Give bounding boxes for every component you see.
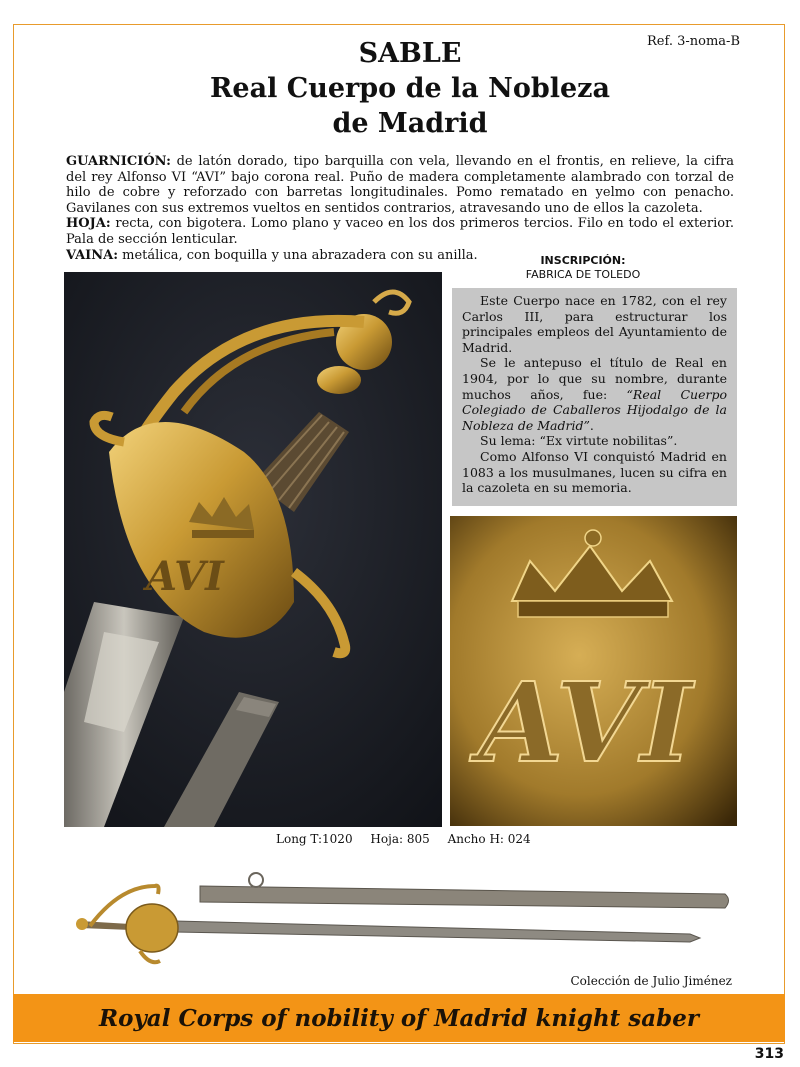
history-box bbox=[452, 288, 737, 506]
dimensions bbox=[276, 832, 545, 846]
dimension-blade: Hoja: 805 bbox=[370, 832, 430, 846]
history-paragraph-3: Su lema: “Ex virtute nobilitas”. bbox=[480, 433, 678, 449]
hilt-photo bbox=[64, 272, 442, 827]
history-p2-italic: “Real Cuerpo Colegiado de Caballeros Hijodalgo de la Nobleza de Madrid” bbox=[462, 386, 727, 433]
dimension-width: Ancho H: 024 bbox=[447, 832, 531, 846]
history-paragraph-2 bbox=[462, 355, 727, 433]
title-line-1: SABLE bbox=[358, 38, 462, 69]
title-line-3: de Madrid bbox=[332, 108, 488, 139]
history-paragraph-4: Como Alfonso VI conquistó Madrid en 1083 a los musulmanes, lucen su cifra en la cazoleta en su memoria. bbox=[462, 448, 727, 496]
history-p2-start: Se le antepuso el título de Real en 1904, por lo que su nombre, durante muchos años, fue: bbox=[462, 355, 727, 402]
detail-cipher-glyph: AVI bbox=[478, 658, 693, 787]
english-title-banner bbox=[13, 994, 785, 1042]
history-p2-end: . bbox=[589, 417, 594, 433]
page-number: 313 bbox=[754, 1046, 784, 1062]
guarnicion-paragraph bbox=[66, 154, 734, 216]
inscription-text: FABRICA DE TOLEDO bbox=[525, 268, 641, 281]
collection-credit: Colección de Julio Jiménez bbox=[570, 974, 732, 988]
guarnicion-label: GUARNICIÓN: bbox=[66, 154, 171, 169]
title-line-2: Real Cuerpo de la Nobleza bbox=[209, 73, 611, 104]
cipher-detail-photo bbox=[450, 516, 737, 826]
dimension-length: Long T:1020 bbox=[276, 832, 353, 846]
full-saber-photo bbox=[70, 866, 740, 978]
reference-code: Ref. 3-noma-B bbox=[647, 34, 740, 49]
history-paragraph-1: Este Cuerpo nace en 1782, con el rey Carlos III, para estructurar los principales empleos del Ayuntamiento de Madrid. bbox=[462, 293, 727, 355]
inscription-label: INSCRIPCIÓN: bbox=[540, 254, 626, 267]
guarnicion-text: de latón dorado, tipo barquilla con vela, llevando en el frontis, en relieve, la cifra del rey Alfonso VI “AVI” bajo corona real. Puño de madera completamente alambrado con torzal de hilo de cobre y reforzado con barretas longitudinales. Pomo rematado en yelmo con penacho. Gavilanes con sus extremos vueltos en sentidos contrarios, atravesando uno de ellos la cazoleta. bbox=[66, 154, 734, 216]
hoja-paragraph bbox=[66, 216, 734, 247]
description bbox=[66, 154, 734, 263]
hoja-label: HOJA: bbox=[66, 216, 111, 232]
cipher-glyph: AVI bbox=[146, 553, 224, 600]
vaina-text: metálica, con boquilla y una abrazadera con su anilla. bbox=[118, 247, 478, 263]
hilt-illustration bbox=[64, 272, 442, 827]
vaina-label: VAINA: bbox=[66, 247, 119, 263]
cipher-detail-illustration bbox=[450, 516, 737, 826]
page-title bbox=[0, 36, 800, 141]
full-saber-illustration bbox=[70, 866, 740, 978]
english-title: Royal Corps of nobility of Madrid knight saber bbox=[98, 1004, 699, 1032]
hoja-text: recta, con bigotera. Lomo plano y vaceo en los dos primeros tercios. Filo en todo el exterior. Pala de sección lenticular. bbox=[66, 216, 734, 247]
